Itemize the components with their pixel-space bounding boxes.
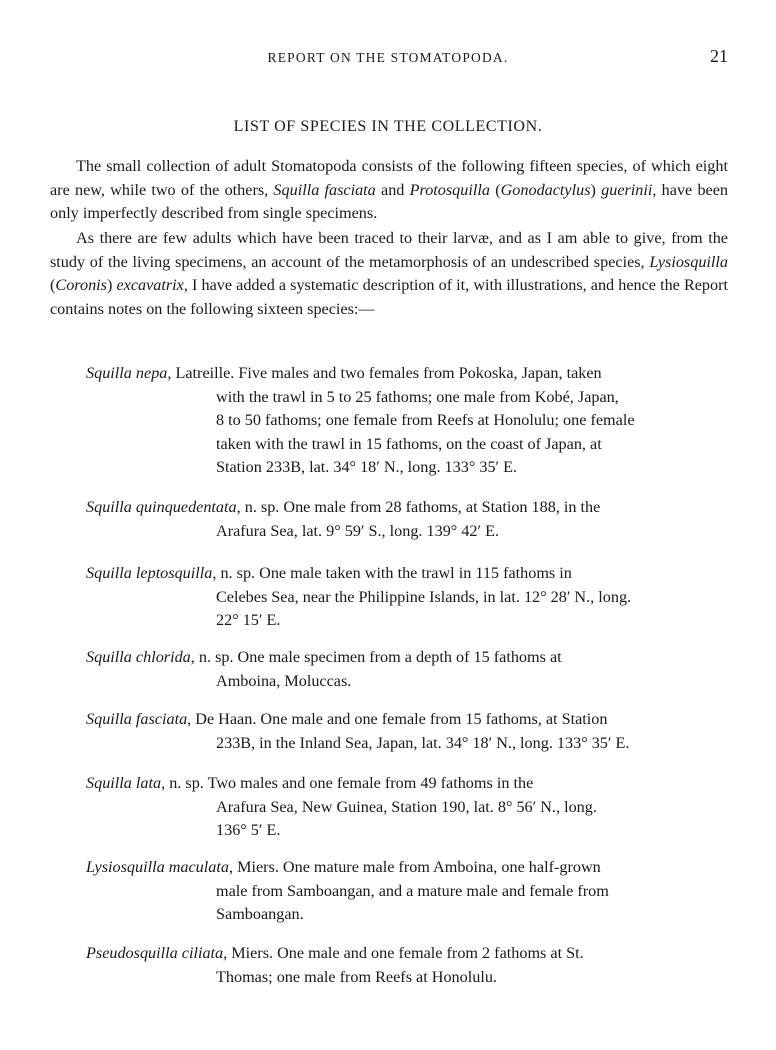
italic-term: Lysiosquilla (649, 252, 728, 271)
entry-line: with the trawl in 5 to 25 fathoms; one male from Kobé, Japan, (216, 387, 619, 406)
species-entry (86, 708, 728, 755)
species-entry (86, 772, 728, 843)
species-entry (86, 646, 728, 693)
entry-line: Thomas; one male from Reefs at Honolulu. (216, 967, 497, 986)
entry-line: male from Samboangan, and a mature male and female from (216, 881, 609, 900)
italic-term: guerinii (601, 180, 653, 199)
species-name: Squilla quinquedentata (86, 498, 237, 516)
entry-line (86, 942, 728, 966)
paragraph-text (50, 227, 728, 321)
entry-text: , n. sp. One male specimen from a depth of 15 fathoms at (190, 648, 562, 666)
entry-line (86, 362, 728, 386)
entry-line: 22° 15′ E. (216, 611, 281, 630)
italic-term: Gonodactylus (500, 180, 591, 199)
entry-line: Amboina, Moluccas. (216, 671, 352, 690)
italic-term: excavatrix (116, 276, 184, 295)
running-head (0, 46, 776, 70)
page-number: 21 (710, 46, 728, 66)
text-run: The small collection of adult Stomatopoda consists of the following fifteen species, of which eight are new, while two of the others, (50, 157, 728, 199)
entry-line: Station 233B, lat. 34° 18′ N., long. 133° 35′ E. (216, 458, 518, 477)
text-run: , have been only imperfectly described from single specimens. (50, 180, 729, 223)
intro-paragraph-2 (50, 227, 728, 321)
entry-line: 136° 5′ E. (216, 821, 281, 840)
text-run: ( (50, 276, 56, 295)
entry-line: 8 to 50 fathoms; one female from Reefs at Honolulu; one female (216, 411, 635, 430)
species-name: Pseudosquilla ciliata (86, 944, 224, 962)
running-title: REPORT ON THE STOMATOPODA. (267, 50, 509, 65)
entry-line (86, 562, 728, 586)
entry-text: , n. sp. One male taken with the trawl in 115 fathoms in (212, 564, 572, 582)
entry-line: 233B, in the Inland Sea, Japan, lat. 34° 18′ N., long. 133° 35′ E. (216, 733, 630, 752)
text-run: ) (590, 180, 602, 199)
species-name: Squilla nepa (86, 364, 168, 382)
entry-line: Arafura Sea, lat. 9° 59′ S., long. 139° 42′ E. (216, 521, 500, 540)
species-name: Lysiosquilla maculata (86, 858, 229, 876)
species-name: Squilla leptosquilla (86, 564, 213, 582)
italic-term: Coronis (55, 276, 107, 295)
entry-line: taken with the trawl in 15 fathoms, on the coast of Japan, at (216, 434, 602, 453)
text-run: As there are few adults which have been traced to their larvæ, and as I am able to give, from the study of the living specimens, an account of the metamorphosis of an undescribed species, (50, 229, 728, 271)
entry-line (86, 856, 728, 880)
species-entry (86, 562, 728, 633)
entry-text: , Miers. One mature male from Amboina, one half-grown (228, 858, 601, 876)
entry-line: Samboangan. (216, 905, 304, 924)
entry-text: , De Haan. One male and one female from 15 fathoms, at Station (187, 710, 608, 728)
entry-line (86, 646, 728, 670)
entry-line: Celebes Sea, near the Philippine Islands, in lat. 12° 28′ N., long. (216, 587, 632, 606)
text-run: ) (106, 276, 117, 295)
species-entry (86, 362, 728, 480)
entry-line (86, 496, 728, 520)
species-name: Squilla lata (86, 774, 162, 792)
intro-paragraph-1 (50, 155, 728, 226)
entry-text: , n. sp. One male from 28 fathoms, at Station 188, in the (236, 498, 601, 516)
entry-text: , Latreille. Five males and two females from Pokoska, Japan, taken (167, 364, 602, 382)
entry-line: Arafura Sea, New Guinea, Station 190, lat. 8° 56′ N., long. (216, 797, 597, 816)
text-run: ( (489, 180, 501, 199)
entry-text: , Miers. One male and one female from 2 fathoms at St. (223, 944, 584, 962)
entry-line (86, 772, 728, 796)
section-heading: LIST OF SPECIES IN THE COLLECTION. (233, 118, 543, 135)
species-entry (86, 856, 728, 927)
entry-line (86, 708, 728, 732)
species-name: Squilla fasciata (86, 710, 188, 728)
text-run: , I have added a systematic description of it, with illustrations, and hence the Report contains notes on the following sixteen species:— (50, 276, 728, 318)
italic-term: Protosquilla (409, 180, 490, 199)
entry-text: , n. sp. Two males and one female from 49 fathoms in the (161, 774, 534, 792)
text-run: and (375, 180, 410, 199)
species-entry (86, 496, 728, 543)
paragraph-text (50, 155, 728, 226)
species-entry (86, 942, 728, 989)
species-name: Squilla chlorida (86, 648, 191, 666)
italic-term: Squilla fasciata (273, 180, 376, 199)
